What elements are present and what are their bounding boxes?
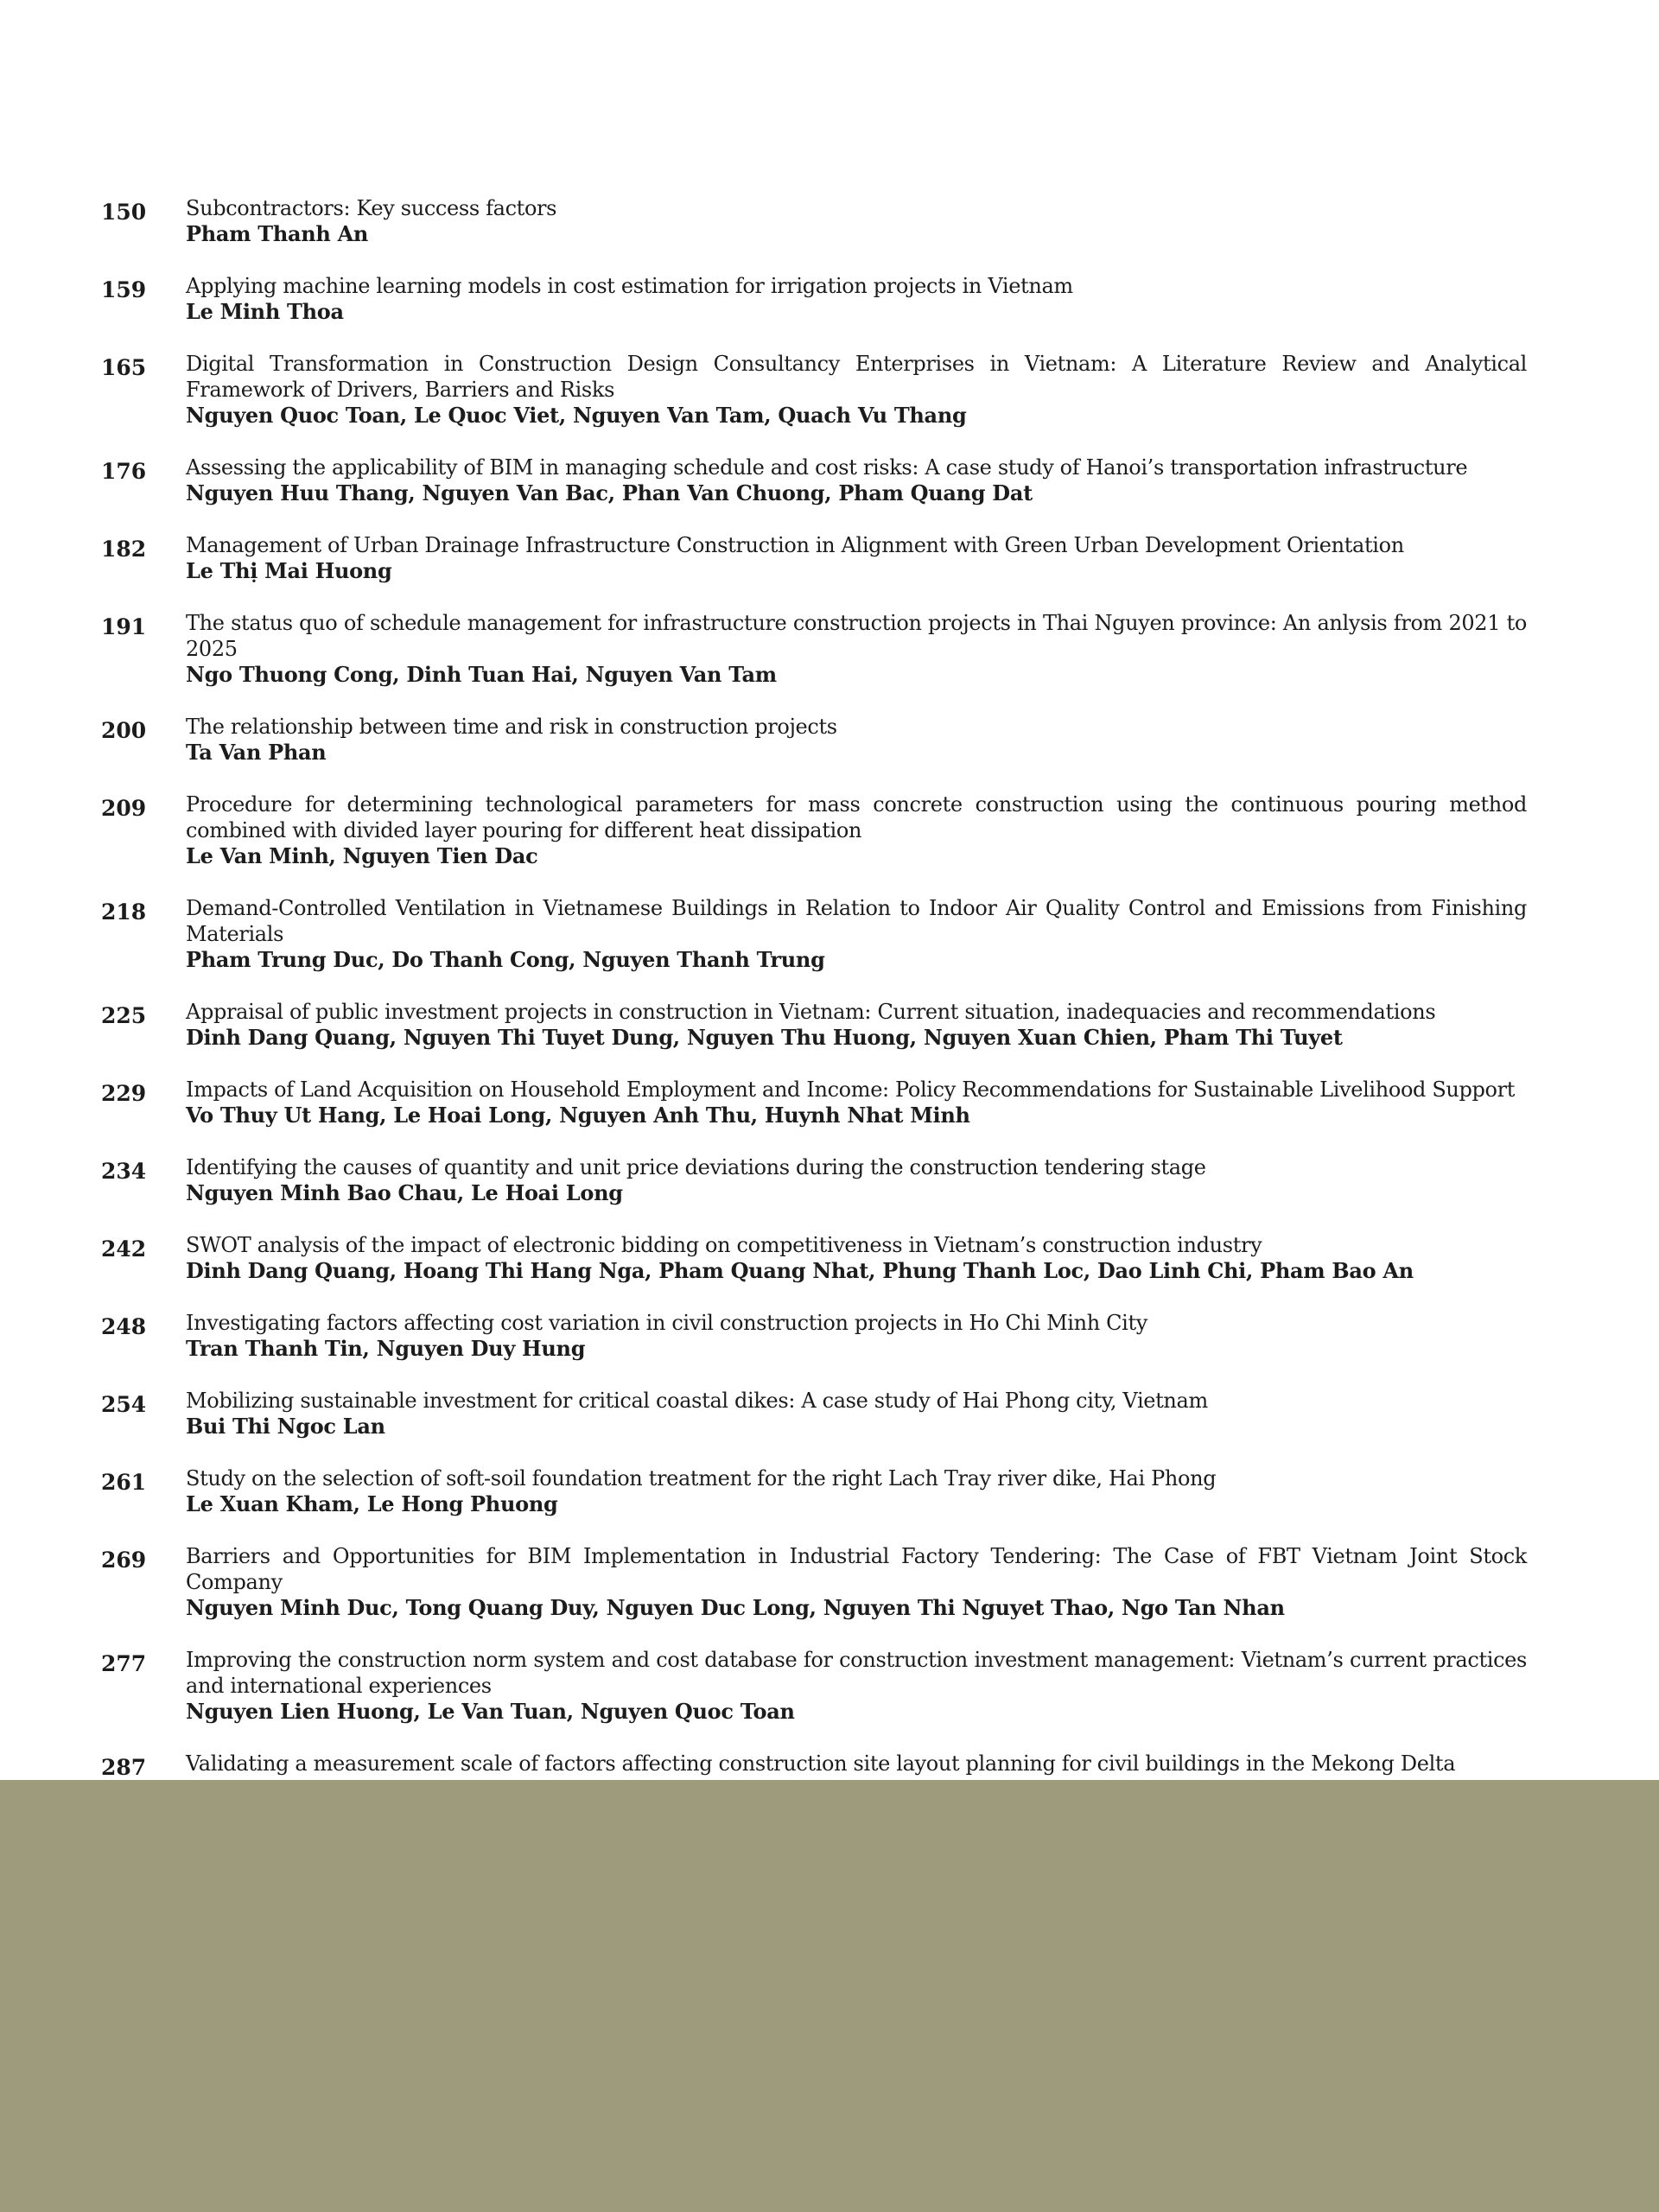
article-title: Subcontractors: Key success factors: [186, 196, 557, 220]
page-number: 176: [101, 459, 147, 484]
article-authors: Le Minh Thoa: [186, 299, 344, 324]
toc-entry[interactable]: [101, 1154, 1527, 1206]
entry-body: [186, 1543, 1527, 1621]
entry-body: [186, 195, 1527, 247]
toc-entry[interactable]: [101, 1388, 1527, 1440]
toc-entry[interactable]: [101, 1077, 1527, 1128]
article-authors: Nguyen Huu Thang, Nguyen Van Bac, Phan Van Chuong, Pham Quang Dat: [186, 480, 1033, 505]
entry-body: [186, 714, 1527, 766]
page-number: 182: [101, 537, 147, 562]
article-authors: Nguyen Minh Bao Chau, Le Hoai Long: [186, 1180, 623, 1205]
page-number: 234: [101, 1159, 147, 1184]
article-title: The relationship between time and risk in construction projects: [186, 715, 837, 739]
entry-body: [186, 1647, 1527, 1725]
entry-body: [186, 1232, 1527, 1284]
page-number: 165: [101, 355, 147, 380]
toc-entry[interactable]: [101, 1232, 1527, 1284]
article-authors: Le Xuan Kham, Le Hong Phuong: [186, 1491, 558, 1516]
article-title: Mobilizing sustainable investment for critical coastal dikes: A case study of Hai Phong city, Vietnam: [186, 1389, 1208, 1413]
page-number: 218: [101, 899, 147, 925]
article-title: Impacts of Land Acquisition on Household Employment and Income: Policy Recommendations for Sustainable Livelihood Support: [186, 1077, 1516, 1102]
page-number: 209: [101, 796, 147, 821]
article-title: Improving the construction norm system and cost database for construction investment management: Vietnam’s current practices and international experiences: [186, 1648, 1527, 1698]
page-number: 191: [101, 614, 147, 639]
toc-entry[interactable]: [101, 791, 1527, 869]
toc-entry[interactable]: [101, 454, 1527, 506]
entry-body: [186, 1465, 1527, 1517]
article-authors: Vo Thuy Ut Hang, Le Hoai Long, Nguyen Anh Thu, Huynh Nhat Minh: [186, 1103, 970, 1128]
article-authors: Ngo Thuong Cong, Dinh Tuan Hai, Nguyen Van Tam: [186, 662, 777, 687]
page-number: 225: [101, 1003, 147, 1028]
page-number: 269: [101, 1548, 147, 1573]
article-title: Digital Transformation in Construction Design Consultancy Enterprises in Vietnam: A Literature Review and Analytical Framework of Drivers, Barriers and Risks: [186, 352, 1527, 402]
article-title: Procedure for determining technological parameters for mass concrete construction using the continuous pouring method combined with divided layer pouring for different heat dissipation: [186, 792, 1527, 842]
article-authors: Pham Thanh An: [186, 221, 369, 246]
article-title: Validating a measurement scale of factors affecting construction site layout planning for civil buildings in the Mekong Delta: [186, 1751, 1456, 1776]
article-title: Barriers and Opportunities for BIM Implementation in Industrial Factory Tendering: The Case of FBT Vietnam Joint Stock Company: [186, 1544, 1527, 1594]
page-number: 200: [101, 718, 147, 743]
article-title: The status quo of schedule management for infrastructure construction projects in Thai Nguyen province: An anlysis from 2021 to 2025: [186, 611, 1527, 661]
entry-body: [186, 454, 1527, 506]
article-authors: Le Thị Mai Huong: [186, 558, 392, 583]
page-number: 150: [101, 200, 147, 225]
entry-body: [186, 351, 1527, 429]
article-title: Management of Urban Drainage Infrastructure Construction in Alignment with Green Urban Development Orientation: [186, 533, 1404, 557]
toc-entry[interactable]: [101, 351, 1527, 429]
page-number: 254: [101, 1392, 147, 1417]
entry-body: [186, 791, 1527, 869]
article-authors: Ta Van Phan: [186, 740, 327, 765]
toc-entry[interactable]: [101, 273, 1527, 325]
entry-body: [186, 1388, 1527, 1440]
article-authors: Le Van Minh, Nguyen Tien Dac: [186, 843, 538, 868]
toc-entry[interactable]: [101, 610, 1527, 688]
entry-body: [186, 610, 1527, 688]
page-number: 159: [101, 277, 147, 302]
page-number: 229: [101, 1081, 147, 1106]
article-title: Demand-Controlled Ventilation in Vietnamese Buildings in Relation to Indoor Air Quality Control and Emissions from Finishing Materials: [186, 896, 1527, 946]
table-of-contents: [101, 195, 1527, 1828]
toc-entry[interactable]: [101, 1543, 1527, 1621]
entry-body: [186, 1077, 1527, 1128]
toc-entry[interactable]: [101, 532, 1527, 584]
entry-body: [186, 1154, 1527, 1206]
toc-entry[interactable]: [101, 895, 1527, 973]
footer-band: [0, 1780, 1659, 2212]
page-number: 242: [101, 1236, 147, 1262]
article-title: Applying machine learning models in cost estimation for irrigation projects in Vietnam: [186, 274, 1073, 298]
article-title: SWOT analysis of the impact of electronic bidding on competitiveness in Vietnam’s construction industry: [186, 1233, 1262, 1257]
page-number: 261: [101, 1470, 147, 1495]
entry-body: [186, 273, 1527, 325]
article-authors: Dinh Dang Quang, Nguyen Thi Tuyet Dung, Nguyen Thu Huong, Nguyen Xuan Chien, Pham Thi Tuyet: [186, 1025, 1343, 1050]
entry-body: [186, 999, 1527, 1051]
page-number: 248: [101, 1314, 147, 1339]
toc-entry[interactable]: [101, 1310, 1527, 1362]
article-title: Appraisal of public investment projects in construction in Vietnam: Current situation, inadequacies and recommendations: [186, 1000, 1436, 1024]
article-title: Assessing the applicability of BIM in managing schedule and cost risks: A case study of Hanoi’s transportation infrastructure: [186, 455, 1468, 480]
entry-body: [186, 895, 1527, 973]
entry-body: [186, 532, 1527, 584]
toc-entry[interactable]: [101, 1647, 1527, 1725]
article-title: Identifying the causes of quantity and unit price deviations during the construction tendering stage: [186, 1155, 1206, 1179]
article-authors: Tran Thanh Tin, Nguyen Duy Hung: [186, 1336, 586, 1361]
entry-body: [186, 1310, 1527, 1362]
article-authors: Dinh Dang Quang, Hoang Thi Hang Nga, Pham Quang Nhat, Phung Thanh Loc, Dao Linh Chi, Pham Bao An: [186, 1258, 1414, 1283]
toc-entry[interactable]: [101, 714, 1527, 766]
article-title: Investigating factors affecting cost variation in civil construction projects in Ho Chi Minh City: [186, 1311, 1147, 1335]
article-authors: Nguyen Minh Duc, Tong Quang Duy, Nguyen Duc Long, Nguyen Thi Nguyet Thao, Ngo Tan Nhan: [186, 1595, 1285, 1620]
article-title: Study on the selection of soft-soil foundation treatment for the right Lach Tray river dike, Hai Phong: [186, 1466, 1217, 1491]
article-authors: Nguyen Lien Huong, Le Van Tuan, Nguyen Quoc Toan: [186, 1699, 795, 1724]
toc-entry[interactable]: [101, 195, 1527, 247]
page-number: 287: [101, 1755, 147, 1780]
article-authors: Pham Trung Duc, Do Thanh Cong, Nguyen Thanh Trung: [186, 947, 825, 972]
toc-entry[interactable]: [101, 999, 1527, 1051]
page-number: 277: [101, 1651, 147, 1676]
article-authors: Nguyen Quoc Toan, Le Quoc Viet, Nguyen Van Tam, Quach Vu Thang: [186, 403, 967, 428]
toc-entry[interactable]: [101, 1465, 1527, 1517]
article-authors: Bui Thi Ngoc Lan: [186, 1414, 385, 1439]
